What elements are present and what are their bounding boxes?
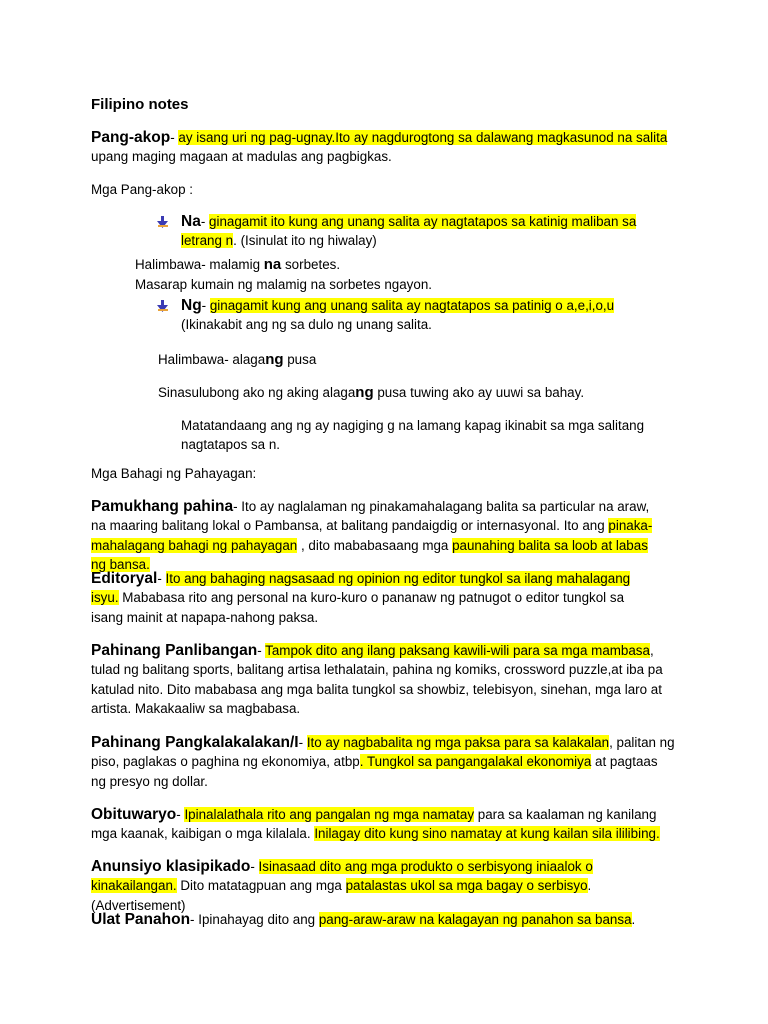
term-anunsiyo-klasipikado: Anunsiyo klasipikado — [91, 858, 251, 875]
term-editoryal: Editoryal — [91, 570, 158, 587]
pahinang-panlibangan-section: Pahinang Panlibangan- Tampok dito ang ilang paksang kawili-wili para sa mga mambasa, tulad ng balitang sports, balitang artisa lethalatain, pahina ng komiks, crossword puzzle,at iba pa katulad nito. Dito mababasa ang mga balita tungkol sa showbiz, telebisyon, sinehan, mga laro at artista. Makakaaliw sa magbabasa. — [91, 642, 663, 717]
highlight: ay isang uri ng pag-ugnay.Ito ay nagdurogtong sa dalawang magkasunod na salita — [178, 130, 668, 145]
highlight: Ito ay nagbabalita ng mga paksa para sa kalakalan — [306, 735, 610, 750]
mga-pang-akop-heading: Mga Pang-akop : — [91, 182, 193, 197]
editoryal-section: Editoryal- Ito ang bahaging nagsasaad ng opinion ng editor tungkol sa ilang mahalagang isyu. Mababasa rito ang personal na kuro-kuro o pananaw ng patnugot o editor tungkol sa isang mainit at napapa-nahong paksa. — [91, 570, 631, 625]
highlight: Isinasaad dito ang mga produkto o serbisyong iniaalok o kinakailangan. — [91, 859, 593, 894]
pang-akop-definition: Pang-akop- ay isang uri ng pag-ugnay.Ito ay nagdurogtong sa dalawang magkasunod na salita upang maging magaan at madulas ang pagbigkas. — [91, 129, 668, 165]
ulat-panahon-section: Ulat Panahon- Ipinahayag dito ang pang-araw-araw na kalagayan ng panahon sa bansa. — [91, 911, 636, 928]
highlight: Tampok dito ang ilang paksang kawili-wili para sa mga mambasa — [265, 643, 650, 658]
highlight: patalastas ukol sa mga bagay o serbisyo — [345, 878, 588, 894]
highlight: . Tungkol sa pangangalakal ekonomiya — [359, 754, 592, 770]
anunsiyo-klasipikado-section: Anunsiyo klasipikado- Isinasaad dito ang mga produkto o serbisyong iniaalok o kinakailangan. Dito matatagpuan ang mga patalastas ukol sa mga bagay o serbisyo. (Advertisement) — [91, 858, 593, 913]
bullet-ng: Ng- ginagamit kung ang unang salita ay nagtatapos sa patinig o a,e,i,o,u (Ikinakabit ang ng sa dulo ng unang salita. — [158, 296, 678, 335]
highlight: paunahing balita sa loob at labas ng bansa. — [91, 537, 648, 573]
obituwaryo-section: Obituwaryo- Ipinalalathala rito ang pangalan ng mga namatay para sa kaalaman ng kanilang mga kaanak, kaibigan o mga kilalala. Inilagay dito kung sino namatay at kung kailan sila ililibing. — [91, 806, 660, 842]
term-pang-akop: Pang-akop — [91, 129, 171, 146]
matatandaang-note: Matatandaang ang ng ay nagiging g na lamang kapag ikinabit sa mga salitang nagtatapos sa n. — [181, 418, 645, 453]
pamukhang-pahina-section: Pamukhang pahina- Ito ay naglalaman ng pinakamahalagang balita sa particular na araw, na maaring balitang lokal o Pambansa, at balitang pandaigdig or internasyonal. Ito ang pinaka-mahalagang bahagi ng pahayagan , dito mababasaang mga paunahing balita sa loob at labas ng bansa. — [91, 498, 653, 573]
halimbawa-na: Halimbawa- malamig na sorbetes. — [135, 256, 341, 273]
bullet-na: Na- ginagamit ito kung ang unang salita ay nagtatapos sa katinig maliban sa letrang n. (Isinulat ito ng hiwalay) — [158, 212, 678, 251]
mga-bahagi-heading: Mga Bahagi ng Pahayagan: — [91, 466, 257, 481]
term-obituwaryo: Obituwaryo — [91, 806, 177, 823]
highlight: pinaka-mahalagang bahagi ng pahayagan — [91, 518, 653, 553]
highlight: Ipinalalathala rito ang pangalan ng mga namatay — [184, 807, 475, 822]
highlight: ginagamit ito kung ang unang salita ay nagtatapos sa katinig maliban sa letrang n — [181, 214, 637, 249]
term-ng: Ng — [181, 297, 202, 314]
highlight: Inilagay dito kung sino namatay at kung kailan sila ililibing. — [314, 826, 660, 842]
term-pamukhang-pahina: Pamukhang pahina — [91, 498, 234, 515]
arrow-bullet-icon — [156, 299, 170, 313]
term-na: Na — [181, 213, 201, 230]
highlight: ginagamit kung ang unang salita ay nagtatapos sa patinig o a,e,i,o,u — [209, 298, 615, 313]
halimbawa-ng: Halimbawa- alagang pusa — [158, 351, 317, 368]
term-pahinang-panlibangan: Pahinang Panlibangan — [91, 642, 258, 659]
term-pahinang-pangkalakalan: Pahinang Pangkalakalakan/I — [91, 734, 299, 751]
document-title: Filipino notes — [91, 96, 189, 113]
term-ulat-panahon: Ulat Panahon — [91, 911, 191, 928]
arrow-bullet-icon — [156, 215, 170, 229]
highlight: Ito ang bahaging nagsasaad ng opinion ng editor tungkol sa ilang mahalagang isyu. — [91, 571, 631, 606]
masarap-example: Masarap kumain ng malamig na sorbetes ngayon. — [135, 277, 432, 292]
sinasulubong-example: Sinasulubong ako ng aking alagang pusa tuwing ako ay uuwi sa bahay. — [158, 384, 585, 401]
pahinang-pangkalakalan-section: Pahinang Pangkalakalakan/I- Ito ay nagbabalita ng mga paksa para sa kalakalan, palitan ng piso, paglakas o paghina ng ekonomiya, atbp. Tungkol sa pangangalakal ekonomiya at pagtaas ng presyo ng dollar. — [91, 734, 675, 789]
highlight: pang-araw-araw na kalagayan ng panahon sa bansa — [318, 912, 632, 927]
